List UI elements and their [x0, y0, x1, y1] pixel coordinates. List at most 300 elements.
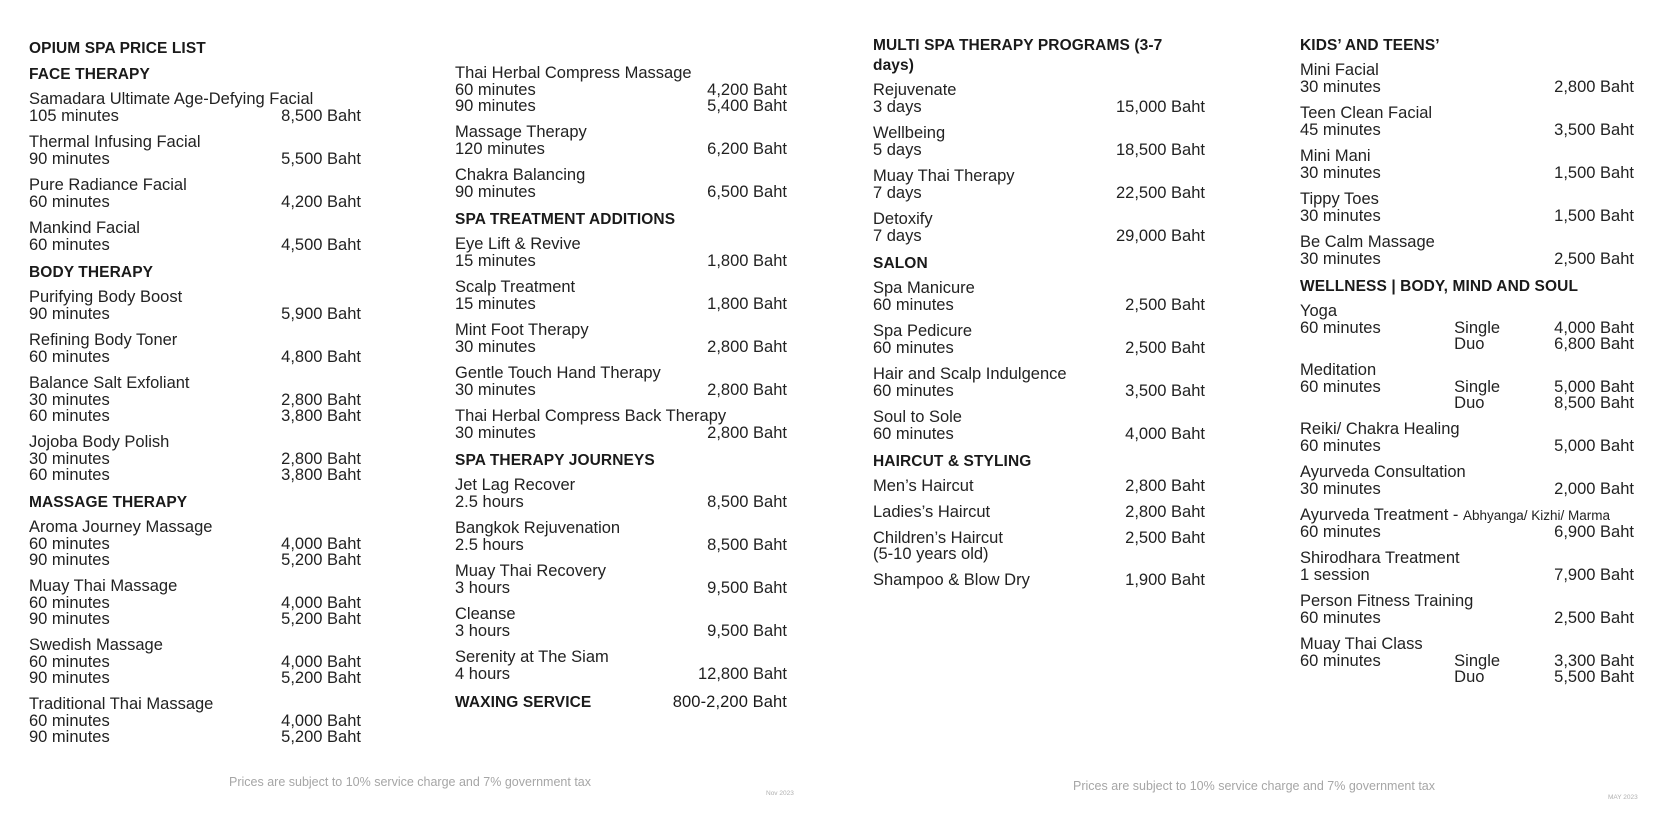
item-name — [1300, 303, 1634, 320]
duration: 5 days — [873, 141, 922, 159]
price-line — [1300, 79, 1634, 95]
item-name-text: Thermal Infusing Facial — [29, 133, 201, 151]
column-3 — [873, 36, 1205, 598]
price-line — [29, 713, 361, 729]
price-line — [455, 580, 787, 596]
price-line — [455, 382, 787, 398]
section-title-text: SPA TREATMENT ADDITIONS — [455, 211, 676, 228]
price-line — [29, 349, 361, 365]
price: 2,500 Baht — [1554, 250, 1634, 268]
duration: 60 minutes — [29, 236, 110, 254]
price-item — [873, 168, 1205, 201]
item-name-text: Hair and Scalp Indulgence — [873, 365, 1067, 383]
price: 2,500 Baht — [1125, 339, 1205, 357]
price: 2,500 Baht — [1554, 609, 1634, 627]
price: 2,500 Baht — [1125, 296, 1205, 314]
duration — [1300, 336, 1454, 352]
duration: 30 minutes — [1300, 78, 1381, 96]
price-item — [29, 134, 361, 167]
price-line — [1300, 524, 1634, 540]
item-name-text: Serenity at The Siam — [455, 648, 609, 666]
price-line — [455, 537, 787, 553]
duration: Men’s Haircut — [873, 477, 974, 495]
item-name — [873, 82, 1205, 99]
duration: 90 minutes — [29, 669, 110, 687]
price-line — [873, 546, 1205, 562]
price: 1,800 Baht — [707, 295, 787, 313]
section-title-text: SPA THERAPY JOURNEYS — [455, 452, 655, 469]
duration: 30 minutes — [455, 338, 536, 356]
price: 18,500 Baht — [1116, 141, 1205, 159]
duration: (5-10 years old) — [873, 545, 989, 563]
price-item — [873, 323, 1205, 356]
item-name — [1300, 234, 1634, 251]
main-title: OPIUM SPA PRICE LIST — [29, 40, 206, 57]
section-title-text: WELLNESS | BODY, MIND AND SOUL — [1300, 278, 1579, 295]
price-item — [455, 279, 787, 312]
duration: 90 minutes — [29, 610, 110, 628]
section-title — [29, 493, 361, 513]
option: Single — [1454, 652, 1501, 670]
duration: 30 minutes — [1300, 164, 1381, 182]
duration: 2.5 hours — [455, 493, 524, 511]
price-line — [873, 426, 1205, 442]
price-item — [455, 477, 787, 510]
section-title-text: MASSAGE THERAPY — [29, 494, 188, 511]
price-item — [455, 649, 787, 682]
duration: 90 minutes — [29, 728, 110, 746]
item-name — [455, 477, 787, 494]
duration: 60 minutes — [29, 348, 110, 366]
section-title — [1300, 277, 1634, 297]
price: 12,800 Baht — [698, 665, 787, 683]
price-line — [455, 253, 787, 269]
price: 4,200 Baht — [281, 193, 361, 211]
price-item — [1300, 507, 1634, 540]
item-name — [29, 289, 361, 306]
item-name-text: Spa Pedicure — [873, 322, 973, 340]
price-item — [873, 478, 1205, 494]
item-name — [873, 280, 1205, 297]
duration: Children’s Haircut — [873, 529, 1003, 547]
item-name — [29, 332, 361, 349]
footer-date-left: Nov 2023 — [766, 790, 794, 797]
item-name — [1300, 507, 1634, 524]
item-name-text: Wellbeing — [873, 124, 946, 142]
item-name-text: Aroma Journey Massage — [29, 518, 213, 536]
price-item — [29, 578, 361, 627]
section-title — [873, 254, 1205, 274]
price: 5,500 Baht — [281, 150, 361, 168]
item-name-subtext: Abhyanga/ Kizhi/ Marma — [1462, 508, 1611, 523]
section-title — [873, 36, 1205, 76]
item-name-text: Jojoba Body Polish — [29, 433, 170, 451]
duration: 60 minutes — [29, 535, 110, 553]
price: 5,000 Baht — [1554, 437, 1634, 455]
item-name — [29, 220, 361, 237]
item-name — [1300, 148, 1634, 165]
item-name-text: Samadara Ultimate Age-Defying Facial — [29, 90, 314, 108]
price-line — [455, 141, 787, 157]
option: Single — [1454, 319, 1501, 337]
option: Single — [1454, 378, 1501, 396]
price-item — [1300, 421, 1634, 454]
duration: 60 minutes — [1300, 652, 1381, 670]
item-name — [455, 563, 787, 580]
price-item — [1300, 148, 1634, 181]
price-item — [455, 167, 787, 200]
duration: 15 minutes — [455, 295, 536, 313]
price-line — [1300, 669, 1634, 685]
duration: 30 minutes — [1300, 250, 1381, 268]
item-name — [29, 637, 361, 654]
price: 3,800 Baht — [281, 407, 361, 425]
price: 2,800 Baht — [707, 381, 787, 399]
price-line — [455, 82, 787, 98]
price-line — [1300, 610, 1634, 626]
duration: 105 minutes — [29, 107, 119, 125]
price-line — [455, 339, 787, 355]
duration: 60 minutes — [29, 653, 110, 671]
section-title-text: FACE THERAPY — [29, 66, 150, 83]
price: 8,500 Baht — [707, 493, 787, 511]
price-item — [455, 365, 787, 398]
price-line — [873, 504, 1205, 520]
item-name-text: Spa Manicure — [873, 279, 975, 297]
duration: Shampoo & Blow Dry — [873, 571, 1030, 589]
price-line — [1300, 395, 1634, 411]
price-line — [873, 185, 1205, 201]
price-line — [873, 99, 1205, 115]
price: 4,800 Baht — [281, 348, 361, 366]
item-name-text: Thai Herbal Compress Back Therapy — [455, 407, 727, 425]
duration: 30 minutes — [1300, 207, 1381, 225]
price: 8,500 Baht — [707, 536, 787, 554]
price: 2,800 Baht — [1125, 503, 1205, 521]
price: 2,800 Baht — [707, 424, 787, 442]
duration: 60 minutes — [29, 594, 110, 612]
item-name-text: Soul to Sole — [873, 408, 962, 426]
item-name-text: Person Fitness Training — [1300, 592, 1474, 610]
duration: 60 minutes — [1300, 319, 1381, 337]
price-line — [1300, 251, 1634, 267]
price: 1,500 Baht — [1554, 164, 1634, 182]
item-name — [873, 125, 1205, 142]
price: 6,500 Baht — [707, 183, 787, 201]
price-item — [1300, 636, 1634, 685]
item-name-text: Be Calm Massage — [1300, 233, 1435, 251]
footer-tax-note-left: Prices are subject to 10% service charge and 7% government tax — [229, 775, 591, 789]
item-name — [455, 649, 787, 666]
item-name-text: Refining Body Toner — [29, 331, 178, 349]
item-name-text: Reiki/ Chakra Healing — [1300, 420, 1460, 438]
duration: 90 minutes — [455, 97, 536, 115]
section-price: 800-2,200 Baht — [672, 693, 787, 711]
duration: 30 minutes — [455, 381, 536, 399]
duration: 60 minutes — [29, 193, 110, 211]
price-item — [873, 530, 1205, 562]
duration: 60 minutes — [873, 339, 954, 357]
section-title — [873, 452, 1205, 472]
price-line — [1300, 208, 1634, 224]
duration — [1300, 669, 1454, 685]
price: 3,500 Baht — [1125, 382, 1205, 400]
item-name-text: Pure Radiance Facial — [29, 176, 187, 194]
item-name-text: Jet Lag Recover — [455, 476, 576, 494]
item-name-text: Mint Foot Therapy — [455, 321, 589, 339]
price-item — [1300, 464, 1634, 497]
price: 5,400 Baht — [707, 97, 787, 115]
item-name-text: Yoga — [1300, 302, 1338, 320]
duration: 90 minutes — [29, 551, 110, 569]
item-name — [455, 606, 787, 623]
price: 3,500 Baht — [1554, 121, 1634, 139]
price: 4,000 Baht — [281, 653, 361, 671]
price-line — [1300, 379, 1634, 395]
price-line — [1300, 438, 1634, 454]
price-item — [873, 82, 1205, 115]
item-name-text: Muay Thai Therapy — [873, 167, 1015, 185]
price: 15,000 Baht — [1116, 98, 1205, 116]
duration: 60 minutes — [1300, 609, 1381, 627]
duration: Ladies’s Haircut — [873, 503, 991, 521]
price-item — [873, 409, 1205, 442]
duration: 90 minutes — [29, 305, 110, 323]
price-item — [1300, 593, 1634, 626]
duration: 60 minutes — [1300, 437, 1381, 455]
footer-tax-note-right: Prices are subject to 10% service charge and 7% government tax — [1073, 779, 1435, 793]
price-item — [1300, 550, 1634, 583]
price: 4,000 Baht — [281, 594, 361, 612]
item-name-text: Mankind Facial — [29, 219, 140, 237]
item-name — [1300, 636, 1634, 653]
price-line — [29, 536, 361, 552]
price-item — [455, 606, 787, 639]
duration: 60 minutes — [29, 712, 110, 730]
item-name-text: Mini Mani — [1300, 147, 1371, 165]
price-item — [29, 375, 361, 424]
price-item — [873, 125, 1205, 158]
item-name — [29, 519, 361, 536]
footer-date-right: MAY 2023 — [1608, 794, 1638, 801]
price-item — [873, 211, 1205, 244]
price: 4,000 Baht — [281, 712, 361, 730]
price-item — [1300, 62, 1634, 95]
item-name — [1300, 593, 1634, 610]
item-name — [873, 409, 1205, 426]
price: 5,900 Baht — [281, 305, 361, 323]
price-line — [1300, 122, 1634, 138]
item-name — [455, 520, 787, 537]
item-name — [29, 134, 361, 151]
price-line — [455, 494, 787, 510]
price: 4,200 Baht — [707, 81, 787, 99]
price-item — [873, 504, 1205, 520]
section-title-text: BODY THERAPY — [29, 264, 154, 281]
price-item — [29, 637, 361, 686]
duration: 3 days — [873, 98, 922, 116]
duration: 60 minutes — [29, 407, 110, 425]
price: 8,500 Baht — [1554, 394, 1634, 412]
duration — [1300, 395, 1454, 411]
duration: 45 minutes — [1300, 121, 1381, 139]
item-name-text: Gentle Touch Hand Therapy — [455, 364, 661, 382]
item-name — [1300, 191, 1634, 208]
price: 4,000 Baht — [1554, 319, 1634, 337]
duration: 120 minutes — [455, 140, 545, 158]
price: 2,500 Baht — [1125, 529, 1205, 547]
item-name — [873, 211, 1205, 228]
section-title — [29, 65, 361, 85]
column-1 — [29, 39, 361, 755]
item-name-text: Thai Herbal Compress Massage — [455, 64, 692, 82]
duration: 30 minutes — [455, 424, 536, 442]
price-line — [1300, 481, 1634, 497]
option: Duo — [1454, 394, 1485, 412]
section-title-text: KIDS’ AND TEENS’ — [1300, 37, 1440, 54]
price: 4,000 Baht — [1125, 425, 1205, 443]
duration: 30 minutes — [1300, 480, 1381, 498]
price-item — [1300, 191, 1634, 224]
price: 5,200 Baht — [281, 551, 361, 569]
item-name — [873, 168, 1205, 185]
duration: 30 minutes — [29, 391, 110, 409]
price-item — [455, 520, 787, 553]
item-name-text: Tippy Toes — [1300, 190, 1379, 208]
duration: 4 hours — [455, 665, 511, 683]
item-name — [455, 124, 787, 141]
price-line — [29, 729, 361, 745]
price-item — [873, 366, 1205, 399]
item-name-text: Detoxify — [873, 210, 933, 228]
price-line — [455, 296, 787, 312]
price-line — [29, 194, 361, 210]
item-name-text: Shirodhara Treatment — [1300, 549, 1460, 567]
price-line — [29, 467, 361, 483]
price: 7,900 Baht — [1554, 566, 1634, 584]
item-name-text: Muay Thai Recovery — [455, 562, 607, 580]
item-name — [29, 177, 361, 194]
item-name — [1300, 550, 1634, 567]
item-name — [455, 279, 787, 296]
item-name — [873, 323, 1205, 340]
section-title — [455, 692, 787, 713]
price-line — [29, 151, 361, 167]
price: 2,800 Baht — [281, 450, 361, 468]
price: 2,000 Baht — [1554, 480, 1634, 498]
price: 1,900 Baht — [1125, 571, 1205, 589]
price: 1,800 Baht — [707, 252, 787, 270]
item-name — [29, 434, 361, 451]
item-name — [29, 578, 361, 595]
price: 4,000 Baht — [281, 535, 361, 553]
item-name-text: Mini Facial — [1300, 61, 1379, 79]
item-name-text: Bangkok Rejuvenation — [455, 519, 621, 537]
duration: 7 days — [873, 227, 922, 245]
price: 3,800 Baht — [281, 466, 361, 484]
price: 2,800 Baht — [281, 391, 361, 409]
price-line — [455, 184, 787, 200]
section-title-text: MULTI SPA THERAPY PROGRAMS (3-7 days) — [873, 37, 1163, 74]
price-line — [29, 408, 361, 424]
price-item — [455, 124, 787, 157]
price-item — [29, 434, 361, 483]
price: 9,500 Baht — [707, 579, 787, 597]
duration: 3 hours — [455, 622, 511, 640]
duration: 60 minutes — [873, 382, 954, 400]
duration: 15 minutes — [455, 252, 536, 270]
price-item — [29, 220, 361, 253]
price-item — [1300, 105, 1634, 138]
section-title — [455, 210, 787, 230]
item-name — [1300, 421, 1634, 438]
column-2 — [455, 65, 787, 719]
duration: 3 hours — [455, 579, 511, 597]
section-title-text: HAIRCUT & STYLING — [873, 453, 1032, 470]
price-line — [29, 611, 361, 627]
price-line — [873, 383, 1205, 399]
item-name-text: Muay Thai Class — [1300, 635, 1423, 653]
item-name — [455, 236, 787, 253]
price: 2,800 Baht — [1125, 477, 1205, 495]
price-item — [455, 322, 787, 355]
price: 5,500 Baht — [1554, 668, 1634, 686]
price-line — [873, 142, 1205, 158]
item-name — [455, 408, 787, 425]
duration: 1 session — [1300, 566, 1370, 584]
price-item — [29, 519, 361, 568]
price-line — [1300, 653, 1634, 669]
duration: 2.5 hours — [455, 536, 524, 554]
duration: 60 minutes — [29, 466, 110, 484]
price-line — [873, 530, 1205, 546]
item-name — [455, 167, 787, 184]
price-line — [873, 228, 1205, 244]
section-title — [455, 451, 787, 471]
price: 6,800 Baht — [1554, 335, 1634, 353]
price-line — [873, 297, 1205, 313]
duration: 60 minutes — [873, 425, 954, 443]
price-item — [1300, 362, 1634, 411]
item-name-text: Teen Clean Facial — [1300, 104, 1433, 122]
price-item — [455, 65, 787, 114]
duration: 60 minutes — [1300, 523, 1381, 541]
item-name-text: Ayurveda Treatment - — [1300, 506, 1463, 524]
price: 5,000 Baht — [1554, 378, 1634, 396]
item-name-text: Balance Salt Exfoliant — [29, 374, 190, 392]
item-name — [1300, 362, 1634, 379]
price-item — [455, 236, 787, 269]
price-item — [873, 572, 1205, 588]
item-name-text: Cleanse — [455, 605, 516, 623]
price: 22,500 Baht — [1116, 184, 1205, 202]
price-item — [1300, 303, 1634, 352]
duration: 90 minutes — [455, 183, 536, 201]
price-item — [455, 408, 787, 441]
item-name-text: Scalp Treatment — [455, 278, 576, 296]
item-name — [455, 65, 787, 82]
price-line — [29, 451, 361, 467]
duration: 60 minutes — [455, 81, 536, 99]
price-item — [29, 332, 361, 365]
item-name — [873, 366, 1205, 383]
option: Duo — [1454, 335, 1485, 353]
item-name — [29, 91, 361, 108]
section-title — [29, 263, 361, 283]
duration: 30 minutes — [29, 450, 110, 468]
price-line — [29, 237, 361, 253]
duration: 7 days — [873, 184, 922, 202]
